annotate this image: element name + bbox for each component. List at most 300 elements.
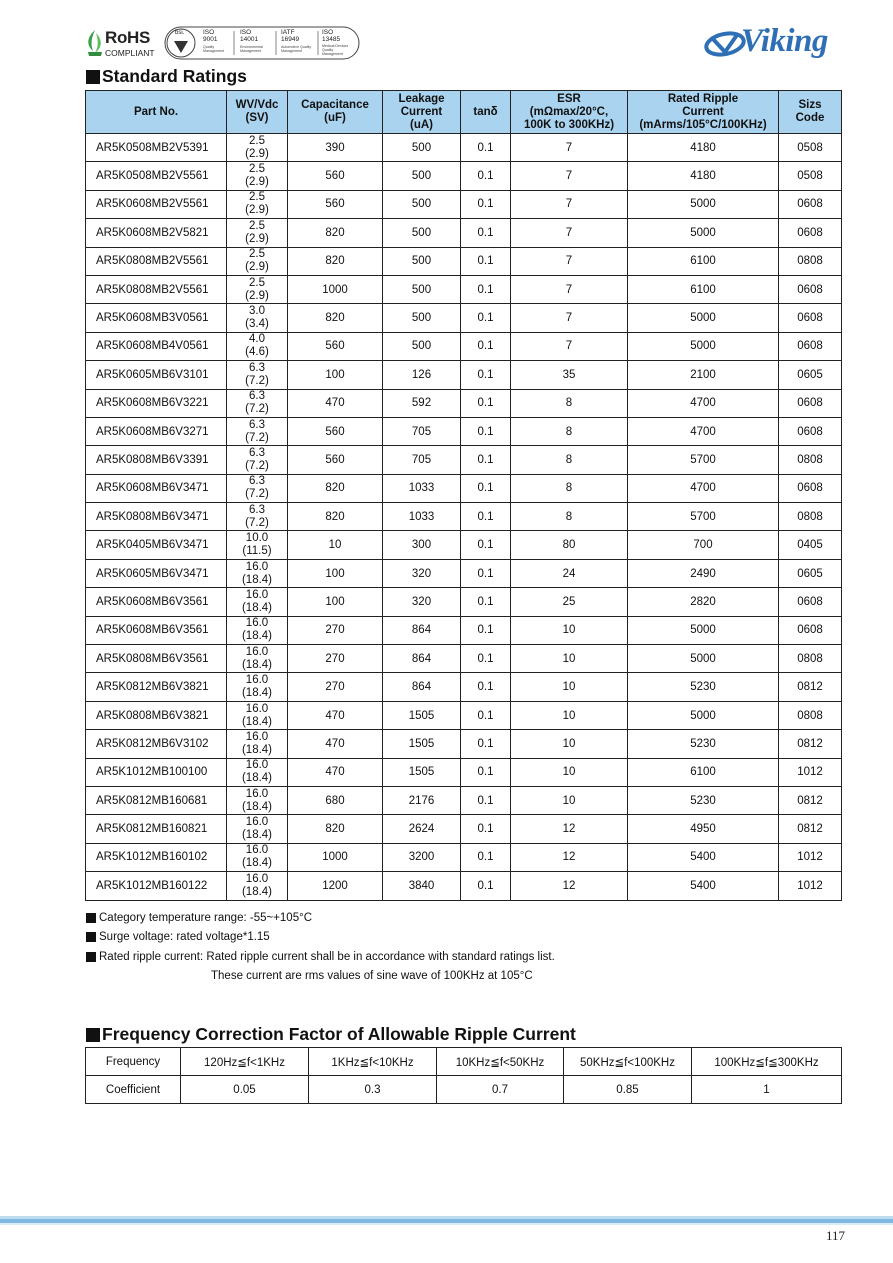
rated-voltage: 3.0 <box>249 305 265 318</box>
cert-iso14001: ISO 14001 <box>240 29 259 43</box>
rated-voltage: 2.5 <box>249 219 265 232</box>
rated-voltage: 2.5 <box>249 134 265 147</box>
rated-voltage: 16.0 <box>245 588 269 601</box>
footer-band-line-3 <box>0 1223 893 1225</box>
title-square-icon <box>86 70 100 84</box>
table-row <box>86 531 842 559</box>
leakage-cell: 300 <box>383 531 461 559</box>
voltage-cell <box>227 616 288 644</box>
capacitance-cell: 820 <box>288 219 383 247</box>
certification-badges <box>164 26 360 60</box>
ripple-cell: 2820 <box>628 588 779 616</box>
coefficient-label: Coefficient <box>86 1076 181 1104</box>
voltage-cell <box>227 531 288 559</box>
part-no-cell: AR5K0608MB2V5821 <box>86 219 227 247</box>
tan-delta-cell: 0.1 <box>461 389 511 417</box>
table-row <box>86 815 842 843</box>
voltage-cell <box>227 446 288 474</box>
table-row <box>86 219 842 247</box>
ripple-cell: 4700 <box>628 389 779 417</box>
esr-cell: 8 <box>511 503 628 531</box>
rated-voltage: 16.0 <box>245 844 269 857</box>
size-code-cell: 0608 <box>779 275 842 303</box>
part-no-cell: AR5K0812MB160821 <box>86 815 227 843</box>
esr-cell: 8 <box>511 417 628 445</box>
column-header: ESR (mΩmax/20°C, 100K to 300KHz) <box>511 91 628 134</box>
leakage-cell: 864 <box>383 645 461 673</box>
coefficient-cell: 0.85 <box>564 1076 692 1104</box>
ripple-cell: 4700 <box>628 417 779 445</box>
frequency-correction-title <box>86 1024 576 1045</box>
surge-voltage: (2.9) <box>245 289 269 302</box>
capacitance-cell: 100 <box>288 588 383 616</box>
tan-delta-cell: 0.1 <box>461 446 511 474</box>
size-code-cell: 0812 <box>779 786 842 814</box>
cert-iso9001: ISO 9001 <box>203 29 218 43</box>
coefficient-cell: 1 <box>692 1076 842 1104</box>
ripple-cell: 5230 <box>628 730 779 758</box>
capacitance-cell: 270 <box>288 645 383 673</box>
note-ripple-current <box>86 947 846 967</box>
capacitance-cell: 820 <box>288 304 383 332</box>
surge-voltage: (18.4) <box>241 573 273 586</box>
frequency-row <box>86 1048 842 1076</box>
surge-voltage: (7.2) <box>245 403 269 416</box>
cert-iso13485-sub: Medical Devices Quality Management <box>322 44 349 56</box>
part-no-cell: AR5K1012MB160102 <box>86 843 227 871</box>
note-ripple-current-cont: These current are rms values of sine wave of 100KHz at 105°C <box>211 969 533 982</box>
rohs-leaf-icon <box>86 29 104 57</box>
table-row <box>86 332 842 360</box>
part-no-cell: AR5K1012MB160122 <box>86 872 227 900</box>
column-header: Rated Ripple Current (mArms/105°C/100KHz) <box>628 91 779 134</box>
tan-delta-cell: 0.1 <box>461 247 511 275</box>
ripple-cell: 2100 <box>628 361 779 389</box>
ripple-cell: 5000 <box>628 332 779 360</box>
note-text: Surge voltage: rated voltage*1.15 <box>99 931 270 944</box>
ripple-cell: 5000 <box>628 645 779 673</box>
surge-voltage: (18.4) <box>241 601 273 614</box>
esr-cell: 8 <box>511 446 628 474</box>
table-row <box>86 588 842 616</box>
table-row <box>86 389 842 417</box>
surge-voltage: (2.9) <box>245 261 269 274</box>
part-no-cell: AR5K0405MB6V3471 <box>86 531 227 559</box>
part-no-cell: AR5K0605MB6V3471 <box>86 559 227 587</box>
table-row <box>86 474 842 502</box>
surge-voltage: (2.9) <box>245 204 269 217</box>
surge-voltage: (7.2) <box>245 516 269 529</box>
coefficient-cell: 0.05 <box>181 1076 309 1104</box>
capacitance-cell: 680 <box>288 786 383 814</box>
table-row <box>86 559 842 587</box>
capacitance-cell: 560 <box>288 162 383 190</box>
ripple-cell: 5000 <box>628 616 779 644</box>
frequency-range-cell: 120Hz≦f<1KHz <box>181 1048 309 1076</box>
rated-voltage: 6.3 <box>249 446 265 459</box>
size-code-cell: 0608 <box>779 588 842 616</box>
brand-logo <box>704 22 854 64</box>
leakage-cell: 500 <box>383 247 461 275</box>
table-row <box>86 616 842 644</box>
tan-delta-cell: 0.1 <box>461 559 511 587</box>
ratings-body <box>86 134 842 901</box>
part-no-cell: AR5K0812MB160681 <box>86 786 227 814</box>
standard-ratings-title-text: Standard Ratings <box>102 66 247 86</box>
rated-voltage: 2.5 <box>249 191 265 204</box>
tan-delta-cell: 0.1 <box>461 531 511 559</box>
surge-voltage: (2.9) <box>245 232 269 245</box>
part-no-cell: AR5K0608MB3V0561 <box>86 304 227 332</box>
ripple-cell: 5700 <box>628 503 779 531</box>
voltage-cell <box>227 134 288 162</box>
voltage-cell <box>227 389 288 417</box>
column-header: WV/Vdc (SV) <box>227 91 288 134</box>
ripple-cell: 5000 <box>628 219 779 247</box>
footer-band <box>0 1216 893 1226</box>
ripple-cell: 700 <box>628 531 779 559</box>
frequency-range-cell: 50KHz≦f<100KHz <box>564 1048 692 1076</box>
capacitance-cell: 470 <box>288 730 383 758</box>
column-header: tanδ <box>461 91 511 134</box>
ripple-cell: 5230 <box>628 673 779 701</box>
tan-delta-cell: 0.1 <box>461 190 511 218</box>
rated-voltage: 6.3 <box>249 503 265 516</box>
capacitance-cell: 560 <box>288 417 383 445</box>
title-square-icon <box>86 1028 100 1042</box>
rated-voltage: 10.0 <box>245 532 269 545</box>
rated-voltage: 6.3 <box>249 475 265 488</box>
table-row <box>86 758 842 786</box>
table-row <box>86 275 842 303</box>
esr-cell: 7 <box>511 219 628 247</box>
esr-cell: 10 <box>511 645 628 673</box>
coefficient-row <box>86 1076 842 1104</box>
table-row <box>86 134 842 162</box>
surge-voltage: (18.4) <box>241 772 273 785</box>
voltage-cell <box>227 190 288 218</box>
tan-delta-cell: 0.1 <box>461 701 511 729</box>
voltage-cell <box>227 701 288 729</box>
surge-voltage: (7.2) <box>245 459 269 472</box>
leakage-cell: 2176 <box>383 786 461 814</box>
voltage-cell <box>227 588 288 616</box>
rated-voltage: 16.0 <box>245 674 269 687</box>
brand-name: Viking <box>741 23 828 59</box>
esr-cell: 12 <box>511 843 628 871</box>
note-text: Category temperature range: -55~+105°C <box>99 911 313 924</box>
esr-cell: 25 <box>511 588 628 616</box>
size-code-cell: 0608 <box>779 389 842 417</box>
leakage-cell: 705 <box>383 446 461 474</box>
size-code-cell: 0808 <box>779 701 842 729</box>
leakage-cell: 1505 <box>383 701 461 729</box>
ripple-cell: 4180 <box>628 162 779 190</box>
ripple-cell: 5700 <box>628 446 779 474</box>
table-row <box>86 673 842 701</box>
coefficient-cell: 0.3 <box>309 1076 437 1104</box>
part-no-cell: AR5K0812MB6V3102 <box>86 730 227 758</box>
table-row <box>86 162 842 190</box>
esr-cell: 7 <box>511 247 628 275</box>
tan-delta-cell: 0.1 <box>461 645 511 673</box>
size-code-cell: 1012 <box>779 872 842 900</box>
voltage-cell <box>227 361 288 389</box>
bullet-square-icon <box>86 913 96 923</box>
tan-delta-cell: 0.1 <box>461 275 511 303</box>
ripple-cell: 2490 <box>628 559 779 587</box>
part-no-cell: AR5K0608MB6V3221 <box>86 389 227 417</box>
size-code-cell: 0608 <box>779 219 842 247</box>
voltage-cell <box>227 162 288 190</box>
rated-voltage: 6.3 <box>249 418 265 431</box>
table-row <box>86 247 842 275</box>
leakage-cell: 500 <box>383 162 461 190</box>
leakage-cell: 864 <box>383 616 461 644</box>
page-header <box>0 0 893 66</box>
tan-delta-cell: 0.1 <box>461 786 511 814</box>
note-category-temp <box>86 908 846 928</box>
rated-voltage: 16.0 <box>245 787 269 800</box>
ripple-cell: 5000 <box>628 304 779 332</box>
leakage-cell: 320 <box>383 559 461 587</box>
note-surge-voltage <box>86 928 846 948</box>
standard-ratings-title <box>86 66 247 87</box>
tan-delta-cell: 0.1 <box>461 361 511 389</box>
voltage-cell <box>227 474 288 502</box>
size-code-cell: 0808 <box>779 645 842 673</box>
rohs-logo <box>86 27 162 59</box>
rated-voltage: 2.5 <box>249 248 265 261</box>
tan-delta-cell: 0.1 <box>461 219 511 247</box>
capacitance-cell: 470 <box>288 389 383 417</box>
voltage-cell <box>227 843 288 871</box>
size-code-cell: 0605 <box>779 559 842 587</box>
leakage-cell: 500 <box>383 304 461 332</box>
esr-cell: 12 <box>511 872 628 900</box>
esr-cell: 10 <box>511 730 628 758</box>
size-code-cell: 0608 <box>779 417 842 445</box>
rated-voltage: 2.5 <box>249 163 265 176</box>
tan-delta-cell: 0.1 <box>461 332 511 360</box>
esr-cell: 35 <box>511 361 628 389</box>
leakage-cell: 592 <box>383 389 461 417</box>
esr-cell: 80 <box>511 531 628 559</box>
leakage-cell: 3200 <box>383 843 461 871</box>
column-header: Part No. <box>86 91 227 134</box>
voltage-cell <box>227 247 288 275</box>
notes-section <box>86 908 846 986</box>
frequency-range-cell: 10KHz≦f<50KHz <box>437 1048 564 1076</box>
size-code-cell: 0808 <box>779 503 842 531</box>
capacitance-cell: 100 <box>288 559 383 587</box>
part-no-cell: AR5K0608MB6V3471 <box>86 474 227 502</box>
size-code-cell: 0808 <box>779 247 842 275</box>
cert-iso13485: ISO 13485 <box>322 29 341 43</box>
table-row <box>86 446 842 474</box>
rated-voltage: 16.0 <box>245 560 269 573</box>
rated-voltage: 16.0 <box>245 730 269 743</box>
bullet-square-icon <box>86 932 96 942</box>
part-no-cell: AR5K0508MB2V5561 <box>86 162 227 190</box>
esr-cell: 10 <box>511 673 628 701</box>
esr-cell: 10 <box>511 701 628 729</box>
tan-delta-cell: 0.1 <box>461 417 511 445</box>
column-header: Capacitance (uF) <box>288 91 383 134</box>
surge-voltage: (18.4) <box>241 800 273 813</box>
surge-voltage: (7.2) <box>245 488 269 501</box>
tan-delta-cell: 0.1 <box>461 162 511 190</box>
voltage-cell <box>227 673 288 701</box>
surge-voltage: (11.5) <box>242 545 272 558</box>
part-no-cell: AR5K0608MB6V3271 <box>86 417 227 445</box>
voltage-cell <box>227 730 288 758</box>
ripple-cell: 6100 <box>628 758 779 786</box>
table-header-row <box>86 91 842 134</box>
tan-delta-cell: 0.1 <box>461 815 511 843</box>
size-code-cell: 0405 <box>779 531 842 559</box>
part-no-cell: AR5K0808MB2V5561 <box>86 247 227 275</box>
esr-cell: 7 <box>511 190 628 218</box>
voltage-cell <box>227 275 288 303</box>
column-header: Sizs Code <box>779 91 842 134</box>
leakage-cell: 500 <box>383 190 461 218</box>
rated-voltage: 4.0 <box>249 333 265 346</box>
ripple-cell: 5000 <box>628 190 779 218</box>
part-no-cell: AR5K0608MB6V3561 <box>86 588 227 616</box>
esr-cell: 8 <box>511 389 628 417</box>
size-code-cell: 0808 <box>779 446 842 474</box>
cert-iatf16949-sub: Automotive Quality Management <box>281 45 312 53</box>
size-code-cell: 0605 <box>779 361 842 389</box>
leakage-cell: 1505 <box>383 758 461 786</box>
ripple-cell: 5400 <box>628 843 779 871</box>
leakage-cell: 500 <box>383 332 461 360</box>
cert-iatf16949: IATF 16949 <box>281 29 300 43</box>
part-no-cell: AR5K0812MB6V3821 <box>86 673 227 701</box>
tan-delta-cell: 0.1 <box>461 616 511 644</box>
leakage-cell: 500 <box>383 275 461 303</box>
surge-voltage: (18.4) <box>241 885 273 898</box>
note-text: Rated ripple current: Rated ripple current shall be in accordance with standard ratings list. <box>99 950 555 963</box>
tan-delta-cell: 0.1 <box>461 843 511 871</box>
rated-voltage: 6.3 <box>249 390 265 403</box>
tan-delta-cell: 0.1 <box>461 588 511 616</box>
rated-voltage: 16.0 <box>245 645 269 658</box>
part-no-cell: AR5K0608MB4V0561 <box>86 332 227 360</box>
size-code-cell: 0508 <box>779 134 842 162</box>
esr-cell: 24 <box>511 559 628 587</box>
leakage-cell: 2624 <box>383 815 461 843</box>
rated-voltage: 16.0 <box>245 702 269 715</box>
capacitance-cell: 10 <box>288 531 383 559</box>
rohs-title: RoHS <box>105 28 151 47</box>
cert-iso9001-sub: Quality Management <box>203 45 224 53</box>
coefficient-cell: 0.7 <box>437 1076 564 1104</box>
size-code-cell: 1012 <box>779 758 842 786</box>
voltage-cell <box>227 786 288 814</box>
esr-cell: 7 <box>511 275 628 303</box>
table-row <box>86 786 842 814</box>
surge-voltage: (7.2) <box>245 374 269 387</box>
ripple-cell: 6100 <box>628 247 779 275</box>
surge-voltage: (7.2) <box>245 431 269 444</box>
voltage-cell <box>227 758 288 786</box>
surge-voltage: (18.4) <box>241 743 273 756</box>
surge-voltage: (18.4) <box>241 829 273 842</box>
part-no-cell: AR5K0605MB6V3101 <box>86 361 227 389</box>
rated-voltage: 16.0 <box>245 759 269 772</box>
ripple-cell: 5000 <box>628 701 779 729</box>
esr-cell: 7 <box>511 304 628 332</box>
bullet-square-icon <box>86 952 96 962</box>
frequency-correction-table <box>85 1047 842 1104</box>
esr-cell: 10 <box>511 786 628 814</box>
capacitance-cell: 270 <box>288 673 383 701</box>
tan-delta-cell: 0.1 <box>461 503 511 531</box>
tan-delta-cell: 0.1 <box>461 673 511 701</box>
capacitance-cell: 820 <box>288 815 383 843</box>
capacitance-cell: 390 <box>288 134 383 162</box>
leakage-cell: 864 <box>383 673 461 701</box>
size-code-cell: 0508 <box>779 162 842 190</box>
frequency-range-cell: 100KHz≦f≦300KHz <box>692 1048 842 1076</box>
rated-voltage: 16.0 <box>245 816 269 829</box>
surge-voltage: (18.4) <box>241 658 273 671</box>
tan-delta-cell: 0.1 <box>461 474 511 502</box>
rated-voltage: 16.0 <box>245 872 269 885</box>
voltage-cell <box>227 559 288 587</box>
size-code-cell: 0608 <box>779 474 842 502</box>
esr-cell: 7 <box>511 332 628 360</box>
size-code-cell: 0608 <box>779 190 842 218</box>
size-code-cell: 0812 <box>779 815 842 843</box>
table-row <box>86 304 842 332</box>
ripple-cell: 5230 <box>628 786 779 814</box>
part-no-cell: AR5K0608MB2V5561 <box>86 190 227 218</box>
leakage-cell: 3840 <box>383 872 461 900</box>
voltage-cell <box>227 645 288 673</box>
cert-iso14001-sub: Environmental Management <box>240 45 263 53</box>
capacitance-cell: 1000 <box>288 275 383 303</box>
table-row <box>86 843 842 871</box>
ripple-cell: 4180 <box>628 134 779 162</box>
tan-delta-cell: 0.1 <box>461 872 511 900</box>
leakage-cell: 1033 <box>383 503 461 531</box>
tan-delta-cell: 0.1 <box>461 304 511 332</box>
ripple-cell: 4950 <box>628 815 779 843</box>
capacitance-cell: 560 <box>288 446 383 474</box>
surge-voltage: (18.4) <box>241 857 273 870</box>
surge-voltage: (18.4) <box>241 630 273 643</box>
ripple-cell: 4700 <box>628 474 779 502</box>
part-no-cell: AR5K0508MB2V5391 <box>86 134 227 162</box>
size-code-cell: 0608 <box>779 332 842 360</box>
leakage-cell: 705 <box>383 417 461 445</box>
size-code-cell: 0812 <box>779 730 842 758</box>
leakage-cell: 1505 <box>383 730 461 758</box>
size-code-cell: 0812 <box>779 673 842 701</box>
voltage-cell <box>227 815 288 843</box>
esr-cell: 12 <box>511 815 628 843</box>
esr-cell: 7 <box>511 134 628 162</box>
leakage-cell: 320 <box>383 588 461 616</box>
table-row <box>86 645 842 673</box>
capacitance-cell: 100 <box>288 361 383 389</box>
table-row <box>86 872 842 900</box>
frequency-label: Frequency <box>86 1048 181 1076</box>
part-no-cell: AR5K1012MB100100 <box>86 758 227 786</box>
